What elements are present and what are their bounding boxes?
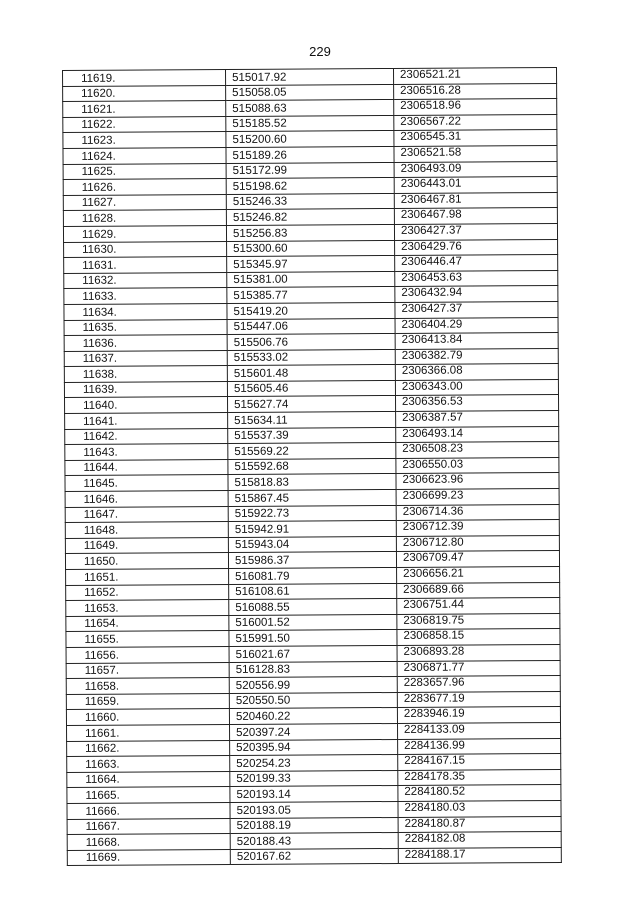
point-number-cell: 11638. xyxy=(64,366,227,383)
y-coordinate-cell: 2306443.01 xyxy=(394,177,557,194)
coordinates-table-container xyxy=(62,67,562,866)
point-number-cell: 11632. xyxy=(64,272,227,289)
x-coordinate-cell: 520193.14 xyxy=(230,786,398,803)
x-coordinate-cell: 516001.52 xyxy=(229,614,397,631)
y-coordinate-cell: 2306413.84 xyxy=(395,333,558,350)
x-coordinate-cell: 515345.97 xyxy=(227,256,395,273)
point-number-cell: 11627. xyxy=(63,194,226,211)
y-coordinate-cell: 2306714.36 xyxy=(396,504,559,521)
point-number-cell: 11635. xyxy=(64,319,227,336)
x-coordinate-cell: 515385.77 xyxy=(227,287,395,304)
point-number-cell: 11651. xyxy=(66,568,229,585)
x-coordinate-cell: 520188.19 xyxy=(230,817,398,834)
y-coordinate-cell: 2284133.09 xyxy=(397,722,560,739)
x-coordinate-cell: 515172.99 xyxy=(226,162,394,179)
point-number-cell: 11646. xyxy=(65,491,228,508)
point-number-cell: 11625. xyxy=(63,163,226,180)
point-number-cell: 11665. xyxy=(67,787,230,804)
table-row xyxy=(67,847,561,866)
y-coordinate-cell: 2306545.31 xyxy=(394,130,557,147)
point-number-cell: 11668. xyxy=(67,834,230,851)
y-coordinate-cell: 2306623.96 xyxy=(396,473,559,490)
x-coordinate-cell: 515533.02 xyxy=(227,349,395,366)
x-coordinate-cell: 515569.22 xyxy=(228,443,396,460)
coordinates-table xyxy=(62,67,562,866)
y-coordinate-cell: 2283946.19 xyxy=(397,707,560,724)
point-number-cell: 11650. xyxy=(65,553,228,570)
point-number-cell: 11644. xyxy=(65,459,228,476)
y-coordinate-cell: 2306382.79 xyxy=(395,348,558,365)
y-coordinate-cell: 2306567.22 xyxy=(394,114,557,131)
point-number-cell: 11620. xyxy=(63,85,226,102)
x-coordinate-cell: 515943.04 xyxy=(228,536,396,553)
x-coordinate-cell: 520395.94 xyxy=(230,739,398,756)
point-number-cell: 11623. xyxy=(63,132,226,149)
point-number-cell: 11628. xyxy=(63,210,226,227)
y-coordinate-cell: 2306467.81 xyxy=(394,192,557,209)
x-coordinate-cell: 516128.83 xyxy=(229,661,397,678)
x-coordinate-cell: 520556.99 xyxy=(229,677,397,694)
x-coordinate-cell: 516108.61 xyxy=(229,583,397,600)
y-coordinate-cell: 2306432.94 xyxy=(395,286,558,303)
y-coordinate-cell: 2284182.08 xyxy=(398,832,561,849)
point-number-cell: 11666. xyxy=(67,802,230,819)
y-coordinate-cell: 2284180.87 xyxy=(398,816,561,833)
y-coordinate-cell: 2306689.66 xyxy=(397,582,560,599)
y-coordinate-cell: 2306387.57 xyxy=(396,411,559,428)
x-coordinate-cell: 515088.63 xyxy=(226,100,394,117)
point-number-cell: 11634. xyxy=(64,303,227,320)
y-coordinate-cell: 2306404.29 xyxy=(395,317,558,334)
x-coordinate-cell: 516021.67 xyxy=(229,645,397,662)
point-number-cell: 11642. xyxy=(65,428,228,445)
point-number-cell: 11621. xyxy=(63,101,226,118)
point-number-cell: 11648. xyxy=(65,522,228,539)
x-coordinate-cell: 515942.91 xyxy=(228,521,396,538)
point-number-cell: 11659. xyxy=(66,693,229,710)
y-coordinate-cell: 2306699.23 xyxy=(396,489,559,506)
x-coordinate-cell: 515381.00 xyxy=(227,271,395,288)
y-coordinate-cell: 2306871.77 xyxy=(397,660,560,677)
y-coordinate-cell: 2284178.35 xyxy=(398,769,561,786)
y-coordinate-cell: 2306893.28 xyxy=(397,644,560,661)
y-coordinate-cell: 2306709.47 xyxy=(396,551,559,568)
y-coordinate-cell: 2306366.08 xyxy=(395,364,558,381)
point-number-cell: 11647. xyxy=(65,506,228,523)
x-coordinate-cell: 515058.05 xyxy=(226,84,394,101)
x-coordinate-cell: 515200.60 xyxy=(226,131,394,148)
point-number-cell: 11630. xyxy=(64,241,227,258)
y-coordinate-cell: 2284167.15 xyxy=(398,754,561,771)
x-coordinate-cell: 515601.48 xyxy=(227,365,395,382)
y-coordinate-cell: 2306819.75 xyxy=(397,613,560,630)
x-coordinate-cell: 520254.23 xyxy=(230,755,398,772)
y-coordinate-cell: 2306427.37 xyxy=(395,301,558,318)
y-coordinate-cell: 2306751.44 xyxy=(397,598,560,615)
point-number-cell: 11653. xyxy=(66,600,229,617)
x-coordinate-cell: 515447.06 xyxy=(227,318,395,335)
x-coordinate-cell: 515506.76 xyxy=(227,334,395,351)
y-coordinate-cell: 2284180.52 xyxy=(398,785,561,802)
x-coordinate-cell: 520167.62 xyxy=(230,848,398,865)
point-number-cell: 11643. xyxy=(65,444,228,461)
x-coordinate-cell: 520397.24 xyxy=(230,723,398,740)
x-coordinate-cell: 515634.11 xyxy=(228,412,396,429)
point-number-cell: 11626. xyxy=(63,179,226,196)
y-coordinate-cell: 2284188.17 xyxy=(398,847,561,864)
x-coordinate-cell: 515991.50 xyxy=(229,630,397,647)
point-number-cell: 11669. xyxy=(67,849,230,866)
y-coordinate-cell: 2306712.39 xyxy=(396,520,559,537)
point-number-cell: 11624. xyxy=(63,147,226,164)
point-number-cell: 11622. xyxy=(63,116,226,133)
y-coordinate-cell: 2306493.09 xyxy=(394,161,557,178)
y-coordinate-cell: 2306453.63 xyxy=(395,270,558,287)
point-number-cell: 11640. xyxy=(65,397,228,414)
point-number-cell: 11662. xyxy=(67,740,230,757)
point-number-cell: 11619. xyxy=(63,70,226,87)
x-coordinate-cell: 515627.74 xyxy=(228,396,396,413)
y-coordinate-cell: 2284180.03 xyxy=(398,800,561,817)
y-coordinate-cell: 2306656.21 xyxy=(397,566,560,583)
x-coordinate-cell: 515605.46 xyxy=(227,380,395,397)
x-coordinate-cell: 515246.33 xyxy=(226,193,394,210)
y-coordinate-cell: 2306446.47 xyxy=(395,255,558,272)
y-coordinate-cell: 2306516.28 xyxy=(394,83,557,100)
x-coordinate-cell: 515986.37 xyxy=(228,552,396,569)
y-coordinate-cell: 2306493.14 xyxy=(396,426,559,443)
point-number-cell: 11637. xyxy=(64,350,227,367)
y-coordinate-cell: 2306518.96 xyxy=(394,99,557,116)
point-number-cell: 11629. xyxy=(63,225,226,242)
x-coordinate-cell: 515256.83 xyxy=(226,224,394,241)
point-number-cell: 11652. xyxy=(66,584,229,601)
point-number-cell: 11657. xyxy=(66,662,229,679)
x-coordinate-cell: 515922.73 xyxy=(228,505,396,522)
point-number-cell: 11641. xyxy=(65,413,228,430)
point-number-cell: 11663. xyxy=(67,756,230,773)
y-coordinate-cell: 2283657.96 xyxy=(397,676,560,693)
y-coordinate-cell: 2306356.53 xyxy=(395,395,558,412)
y-coordinate-cell: 2306467.98 xyxy=(394,208,557,225)
x-coordinate-cell: 515419.20 xyxy=(227,302,395,319)
x-coordinate-cell: 515818.83 xyxy=(228,474,396,491)
x-coordinate-cell: 520460.22 xyxy=(229,708,397,725)
y-coordinate-cell: 2306429.76 xyxy=(395,239,558,256)
y-coordinate-cell: 2306427.37 xyxy=(394,223,557,240)
y-coordinate-cell: 2306712.80 xyxy=(396,535,559,552)
x-coordinate-cell: 516081.79 xyxy=(229,567,397,584)
point-number-cell: 11633. xyxy=(64,288,227,305)
x-coordinate-cell: 515246.82 xyxy=(226,209,394,226)
point-number-cell: 11631. xyxy=(64,257,227,274)
y-coordinate-cell: 2306521.58 xyxy=(394,145,557,162)
x-coordinate-cell: 516088.55 xyxy=(229,599,397,616)
point-number-cell: 11655. xyxy=(66,631,229,648)
x-coordinate-cell: 515537.39 xyxy=(228,427,396,444)
y-coordinate-cell: 2306858.15 xyxy=(397,629,560,646)
point-number-cell: 11667. xyxy=(67,818,230,835)
point-number-cell: 11649. xyxy=(65,537,228,554)
y-coordinate-cell: 2306343.00 xyxy=(395,379,558,396)
point-number-cell: 11664. xyxy=(67,771,230,788)
x-coordinate-cell: 520193.05 xyxy=(230,801,398,818)
x-coordinate-cell: 515867.45 xyxy=(228,489,396,506)
x-coordinate-cell: 515185.52 xyxy=(226,115,394,132)
x-coordinate-cell: 515592.68 xyxy=(228,458,396,475)
point-number-cell: 11658. xyxy=(66,678,229,695)
point-number-cell: 11661. xyxy=(67,724,230,741)
y-coordinate-cell: 2284136.99 xyxy=(398,738,561,755)
point-number-cell: 11636. xyxy=(64,335,227,352)
y-coordinate-cell: 2283677.19 xyxy=(397,691,560,708)
point-number-cell: 11660. xyxy=(66,709,229,726)
point-number-cell: 11654. xyxy=(66,615,229,632)
x-coordinate-cell: 515017.92 xyxy=(226,68,394,85)
y-coordinate-cell: 2306508.23 xyxy=(396,442,559,459)
coordinates-table-body xyxy=(63,67,562,865)
x-coordinate-cell: 515198.62 xyxy=(226,178,394,195)
y-coordinate-cell: 2306550.03 xyxy=(396,457,559,474)
point-number-cell: 11645. xyxy=(65,475,228,492)
x-coordinate-cell: 515189.26 xyxy=(226,146,394,163)
x-coordinate-cell: 515300.60 xyxy=(227,240,395,257)
page-number: 229 xyxy=(309,44,331,59)
x-coordinate-cell: 520188.43 xyxy=(230,833,398,850)
x-coordinate-cell: 520550.50 xyxy=(229,692,397,709)
x-coordinate-cell: 520199.33 xyxy=(230,770,398,787)
y-coordinate-cell: 2306521.21 xyxy=(393,67,556,84)
point-number-cell: 11639. xyxy=(64,381,227,398)
point-number-cell: 11656. xyxy=(66,646,229,663)
